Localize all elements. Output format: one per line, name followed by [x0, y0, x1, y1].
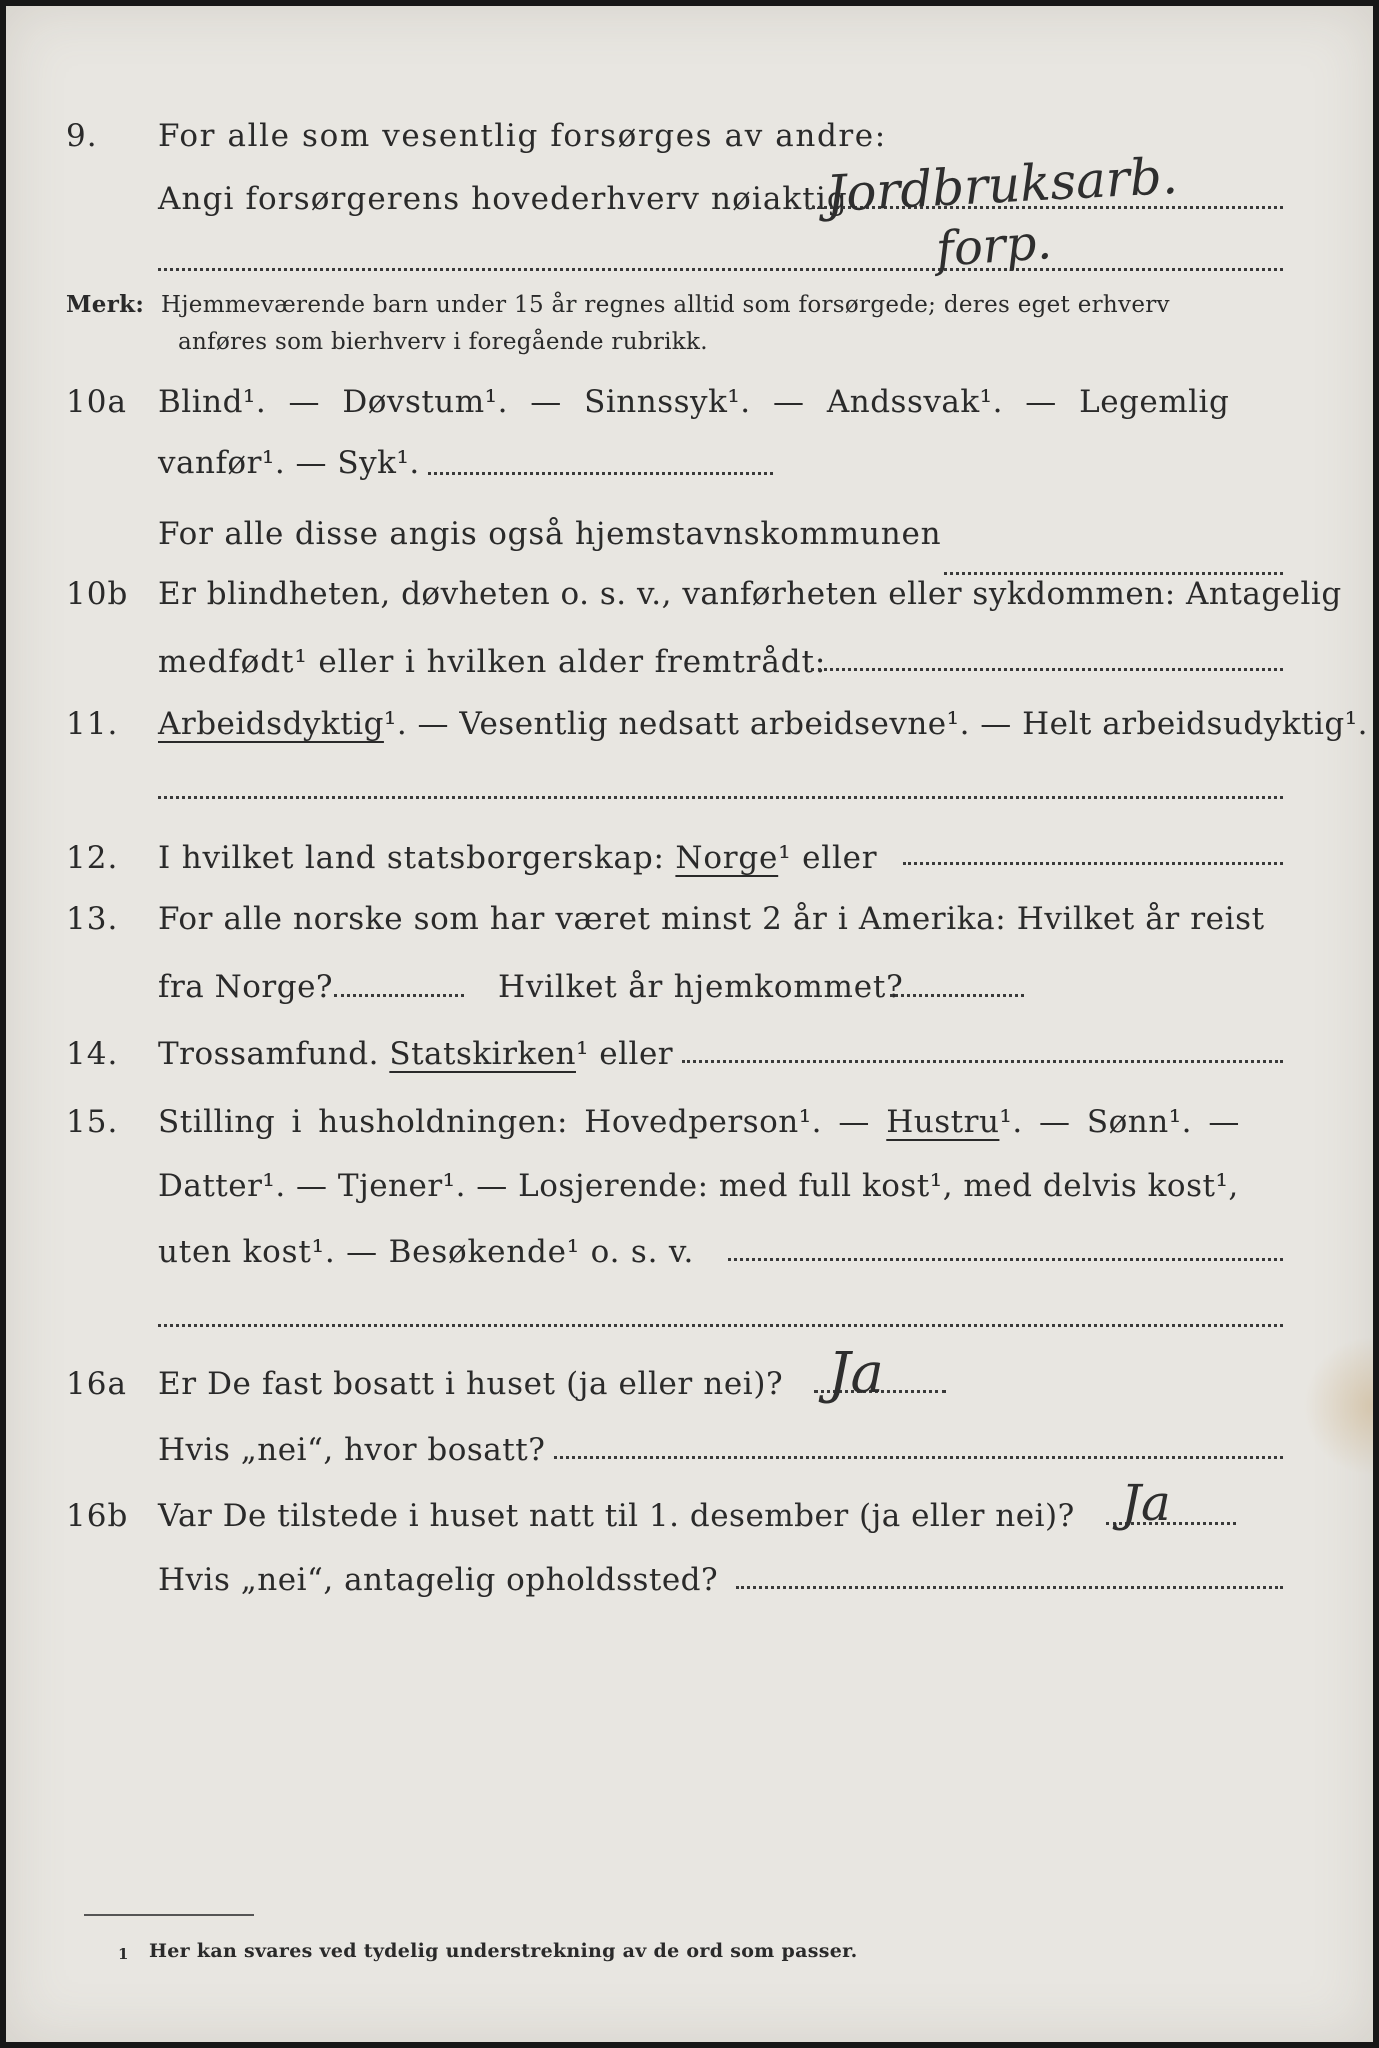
- question-text: medfødt¹ eller i hvilken alder fremtrådt:: [158, 644, 827, 680]
- answer-line: [158, 796, 1283, 799]
- answer-line: [736, 1586, 1283, 1589]
- question-text: uten kost¹. — Besøkende¹ o. s. v.: [158, 1234, 695, 1270]
- answer-line: [811, 668, 1283, 671]
- question-text: Hvis „nei“, antagelig opholdssted?: [158, 1562, 719, 1598]
- census-form-page: [6, 6, 1373, 2042]
- question-number: 14.: [66, 1036, 119, 1072]
- question-text: For alle norske som har været minst 2 år i Amerika: Hvilket år reist: [158, 901, 1265, 937]
- question-text: [158, 704, 1368, 744]
- question-text-post: ¹ eller: [778, 840, 878, 876]
- question-number: 9.: [66, 118, 98, 154]
- underlined-answer: Statskirken: [389, 1036, 576, 1072]
- question-text: Hvis „nei“, hvor bosatt?: [158, 1432, 546, 1468]
- answer-line: [158, 268, 1283, 271]
- question-text: Er blindheten, døvheten o. s. v., vanførheten eller sykdommen: Antagelig: [158, 576, 1342, 612]
- question-text: Angi forsørgerens hovederhverv nøiaktig: [158, 181, 848, 217]
- footnote-text: Her kan svares ved tydelig understrekning av de ord som passer.: [149, 1940, 858, 1962]
- question-text: For alle som vesentlig forsørges av andre:: [158, 118, 887, 154]
- question-text-pre: I hvilket land statsborgerskap:: [158, 840, 665, 876]
- note-text: anføres som bierhverv i foregående rubrikk.: [178, 329, 708, 355]
- answer-line: [554, 1456, 1283, 1459]
- question-text: Var De tilstede i huset natt til 1. desember (ja eller nei)?: [158, 1498, 1075, 1534]
- answer-line: [728, 1258, 1283, 1261]
- question-text: Blind¹. — Døvstum¹. — Sinnssyk¹. — Andssvak¹. — Legemlig: [158, 384, 1230, 420]
- question-text-pre: Trossamfund.: [158, 1036, 379, 1072]
- question-number: 12.: [66, 840, 119, 876]
- question-text-post: ¹. — Sønn¹. —: [999, 1104, 1240, 1140]
- question-text-post: ¹ eller: [575, 1036, 674, 1072]
- question-number: 11.: [66, 706, 119, 742]
- question-text: Datter¹. — Tjener¹. — Losjerende: med full kost¹, med delvis kost¹,: [158, 1168, 1239, 1204]
- answer-line: [428, 472, 773, 475]
- question-number: 16b: [66, 1498, 129, 1534]
- note-label: Merk:: [66, 291, 145, 318]
- question-text-pre: Stilling i husholdningen: Hovedperson¹. —: [158, 1104, 870, 1140]
- handwritten-answer: Ja: [828, 1341, 884, 1406]
- footnote-mark: 1: [118, 1945, 129, 1963]
- underlined-answer: Arbeidsdyktig: [158, 706, 384, 742]
- answer-line: [890, 994, 1024, 997]
- underlined-answer: Norge: [675, 840, 779, 876]
- question-text: vanfør¹. — Syk¹.: [158, 445, 420, 481]
- underlined-answer: Hustru: [886, 1104, 1000, 1140]
- question-text: [158, 838, 877, 878]
- question-text-rest: ¹. — Vesentlig nedsatt arbeidsevne¹. — Helt arbeidsudyktig¹.: [383, 706, 1369, 742]
- answer-line: [682, 1060, 1283, 1063]
- question-number: 16a: [66, 1366, 127, 1402]
- handwritten-answer: forp.: [934, 214, 1054, 278]
- question-number: 10b: [66, 576, 129, 612]
- question-number: 13.: [66, 901, 119, 937]
- handwritten-answer: Ja: [1121, 1474, 1171, 1532]
- question-text: fra Norge?: [158, 969, 334, 1005]
- paper-stain: [1303, 1336, 1373, 1476]
- handwritten-answer: Jordbruksarb.: [824, 146, 1180, 224]
- note-text: Hjemmeværende barn under 15 år regnes alltid som forsørgede; deres eget erhverv: [161, 292, 1170, 318]
- question-text: Er De fast bosatt i huset (ja eller nei)?: [158, 1366, 784, 1402]
- answer-line: [334, 994, 464, 997]
- answer-line: [903, 862, 1283, 865]
- question-text: [158, 1034, 673, 1074]
- question-number: 15.: [66, 1104, 119, 1140]
- question-text: Hvilket år hjemkommet?: [498, 969, 904, 1005]
- question-number: 10a: [66, 384, 127, 420]
- footnote-rule: [84, 1914, 254, 1916]
- question-text: [158, 1102, 1240, 1142]
- question-text: For alle disse angis også hjemstavnskommunen: [158, 516, 942, 552]
- answer-line: [158, 1324, 1283, 1327]
